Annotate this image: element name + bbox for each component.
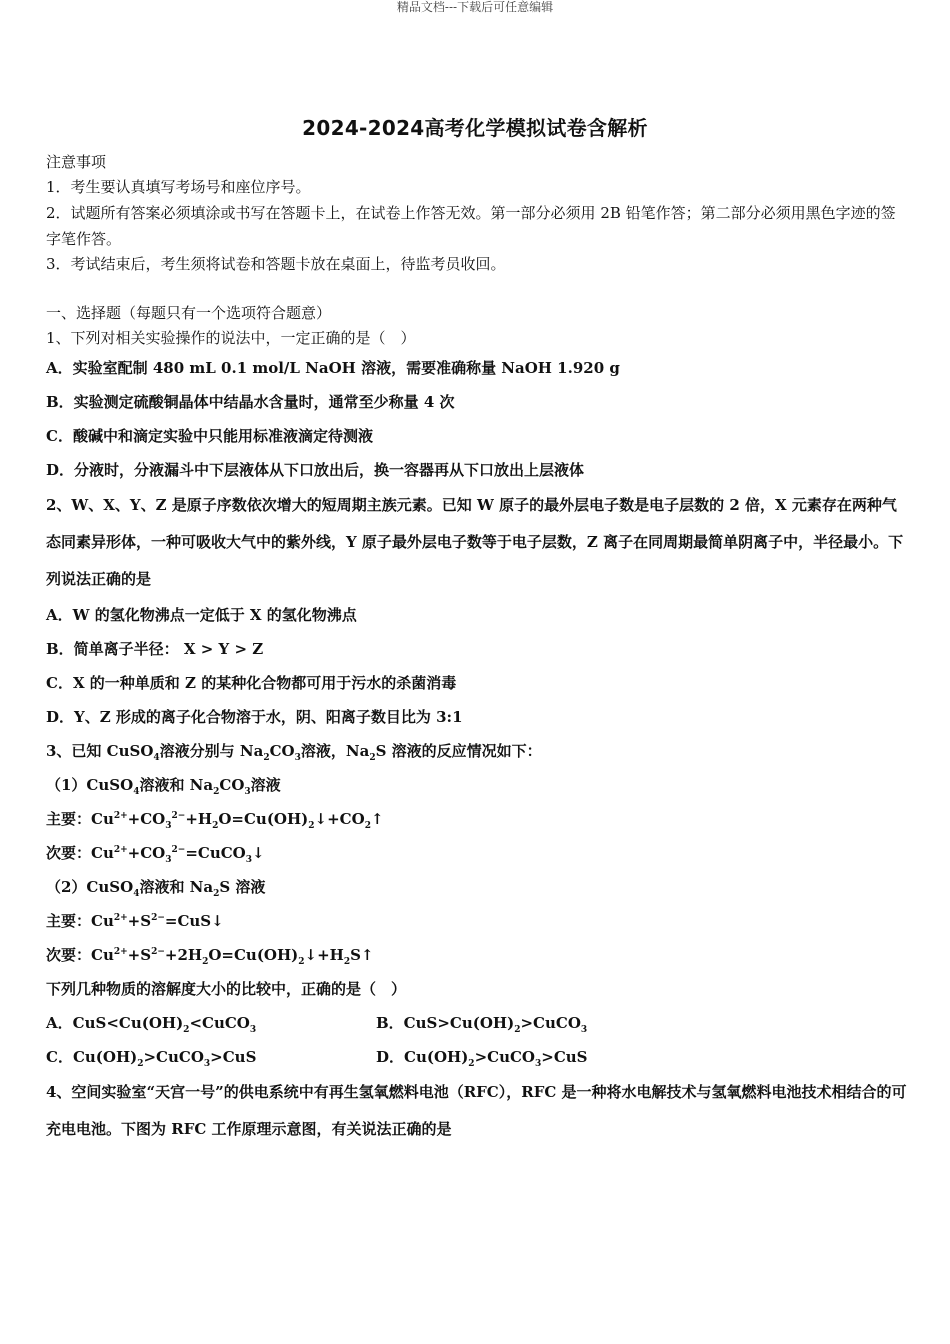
q1-stem: 1、下列对相关实验操作的说法中，一定正确的是（ ）: [46, 329, 416, 347]
q4-stem: 4、空间实验室“天宫一号”的供电系统中有再生氢氧燃料电池（RFC），RFC 是一种将水电解技术与氢氧燃料电池技术相结合的可充电电池。下图为 RFC 工作原理示意图，有关说法正确的是: [46, 1083, 907, 1138]
q1-option-c: C．酸碱中和滴定实验中只能用标准液滴定待测液: [46, 427, 373, 445]
q3-case-2-main-reaction: 主要：$Cu^{2+}+S^{2-}=CuS↓$: [46, 912, 224, 930]
q2-option-b: B．简单离子半径： X > Y > Z: [46, 640, 264, 658]
q2-option-c: C．X 的一种单质和 Z 的某种化合物都可用于污水的杀菌消毒: [46, 674, 457, 692]
q3-case-1-side-reaction: 次要：$Cu^{2+}+CO_3^{2-}=CuCO_3↓$: [46, 844, 265, 865]
notice-item-3: 3．考试结束后，考生须将试卷和答题卡放在桌面上，待监考员收回。: [46, 255, 506, 273]
q2-option-a: A．W 的氢化物沸点一定低于 X 的氢化物沸点: [46, 606, 357, 624]
q3-stem: 3、已知 CuSO$_4$溶液分别与 $Na_2CO_3$溶液，$Na_2S$ 溶液的反应情况如下：: [46, 742, 542, 763]
section-heading: 一、选择题（每题只有一个选项符合题意）: [46, 304, 332, 322]
notice-heading: 注意事项: [46, 153, 107, 171]
q3-case-1-main-reaction: 主要：$Cu^{2+}+CO_3^{2-}+H_2O=Cu(OH)_2↓+CO_2↑$: [46, 810, 384, 831]
q1-option-a: A．实验室配制 480 mL 0.1 mol/L NaOH 溶液，需要准确称量 NaOH 1.920 g: [46, 359, 620, 377]
page-title: 2024-2024高考化学模拟试卷含解析: [302, 116, 648, 140]
spacer: [46, 277, 908, 301]
q3-case-2: （2）CuSO$_4$溶液和 $Na_2S$ 溶液: [46, 878, 266, 899]
watermark: 精品文档---下载后可任意编辑: [396, 0, 554, 14]
document-body: [46, 150, 908, 1148]
q3-option-b: B．$CuS>Cu(OH)_2>CuCO_3$: [376, 1014, 588, 1035]
q3-ask: 下列几种物质的溶解度大小的比较中，正确的是（ ）: [46, 980, 407, 998]
q3-options-row-1: [46, 1006, 908, 1040]
q1-option-d: D．分液时，分液漏斗中下层液体从下口放出后，换一容器再从下口放出上层液体: [46, 461, 585, 479]
q3-option-c: C．$Cu(OH)_2>CuCO_3>CuS$: [46, 1048, 257, 1069]
q2-stem: 2、W、X、Y、Z 是原子序数依次增大的短周期主族元素。已知 W 原子的最外层电子数是电子层数的 2 倍，X 元素存在两种气态同素异形体，一种可吸收大气中的紫外线，Y 原子最外层电子数等于电子层数，Z 离子在同周期最简单阴离子中，半径最小。下列说法正确的是: [46, 496, 904, 588]
q3-case-1: （1）CuSO$_4$溶液和 $Na_2CO_3$溶液: [46, 776, 281, 797]
q3-options-row-2: [46, 1040, 908, 1074]
q1-option-b: B．实验测定硫酸铜晶体中结晶水含量时，通常至少称量 4 次: [46, 393, 455, 411]
q2-option-d: D．Y、Z 形成的离子化合物溶于水，阴、阳离子数目比为 3:1: [46, 708, 463, 726]
notice-item-1: 1．考生要认真填写考场号和座位序号。: [46, 178, 311, 196]
q3-option-d: D．$Cu(OH)_2>CuCO_3>CuS$: [376, 1048, 588, 1069]
notice-item-2: 2．试题所有答案必须填涂或书写在答题卡上，在试卷上作答无效。第一部分必须用 2B 铅笔作答；第二部分必须用黑色字迹的签字笔作答。: [46, 204, 896, 248]
q3-case-2-side-reaction: 次要：$Cu^{2+}+S^{2-}+2H_2O=Cu(OH)_2↓+H_2S↑$: [46, 946, 374, 967]
q3-option-a: A．$CuS<Cu(OH)_2<CuCO_3$: [46, 1014, 257, 1035]
